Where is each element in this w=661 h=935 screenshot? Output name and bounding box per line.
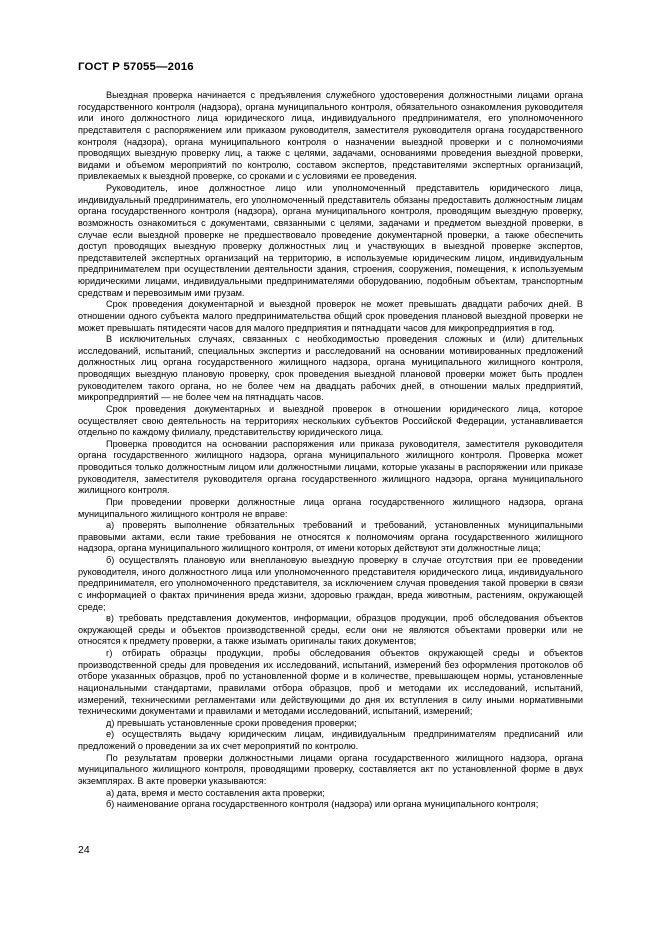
list-item: а) дата, время и место составления акта проверки; bbox=[106, 787, 325, 798]
paragraph: При проведении проверки должностные лица органа государственного жилищного надзора, органа муниципального жилищного контроля не вправе: bbox=[78, 496, 583, 519]
list-item: д) превышать установленные сроки проведения проверки; bbox=[106, 717, 357, 728]
paragraph: Проверка проводится на основании распоряжения или приказа руководителя, заместителя руководителя органа государственного жилищного надзора, органа муниципального жилищного контроля. Проверка может проводиться только должностным лицом или должностными лицами, которые указаны в распоряжении или приказе руководителя, заместителя руководителя органа государственного жилищного надзора, органа муниципального жилищного контроля. bbox=[78, 438, 583, 496]
list-item: б) наименование органа государственного контроля (надзора) или органа муниципального контроля; bbox=[106, 799, 539, 810]
paragraph: Срок проведения документарных и выездной проверок в отношении юридического лица, которое осуществляет свою деятельность на территориях нескольких субъектов Российской Федерации, устанавливается отдельно по каждому филиалу, представительству юридического лица. bbox=[78, 403, 583, 438]
paragraph: Руководитель, иное должностное лицо или уполномоченный представитель юридического лица, индивидуальный предприниматель, его уполномоченный представитель обязаны предоставить должностным лицам органа государственного контроля (надзора), органа муниципального контроля, проводящим выездную проверку, возможность ознакомиться с документами, связанными с целями, задачами и предметом выездной проверки, в случае если выездной проверке не предшествовало проведение документарной проверки, а также обеспечить доступ проводящих выездную проверку должностных лиц и участвующих в выездной проверке экспертов, представителей экспертных организаций на территорию, в используемые юридическим лицом, индивидуальным предпринимателем при осуществлении деятельности здания, строения, сооружения, помещения, к используемым юридическими лицами, индивидуальными предпринимателями оборудованию, подобным объектам, транспортным средствам и перевозимым ими грузам. bbox=[78, 183, 583, 298]
list-item: б) осуществлять плановую или внеплановую выездную проверку в случае отсутствия при ее проведении руководителя, иного должностного лица или уполномоченного представителя юридического лица, индивидуального предпринимателя, его уполномоченного представителя, за исключением случая проведения такой проверки в связи с информацией о фактах причинения вреда жизни, здоровью граждан, вреда животным, растениям, окружающей среде; bbox=[78, 555, 583, 612]
list-item: г) отбирать образцы продукции, пробы обследования объектов окружающей среды и объектов производственной среды для проведения их исследований, испытаний, измерений без оформления протоколов об отборе указанных образцов, проб по установленной форме и в количестве, превышающем нормы, установленные национальными стандартами, правилами отбора образцов, проб и методами их исследований, испытаний, измерений, техническими регламентами или действующими до дня их вступления в силу иными нормативными техническими документами и правилами и методами исследований, испытаний, измерений; bbox=[78, 648, 583, 717]
list-item: а) проверять выполнение обязательных требований и требований, установленных муниципальными правовыми актами, если такие требования не относятся к полномочиям органа государственного жилищного надзора, органа муниципального жилищного контроля, от имени которых действуют эти должностные лица; bbox=[78, 520, 583, 554]
paragraph: Выездная проверка начинается с предъявления служебного удостоверения должностными лицами органа государственного контроля (надзора), органа муниципального контроля, обязательного ознакомления руководителя или иного должностного лица юридического лица, индивидуального предпринимателя, его уполномоченного представителя с распоряжением или приказом руководителя, заместителя руководителя органа государственного контроля (надзора), органа муниципального контроля о назначении выездной проверки и с полномочиями проводящих выездную проверку лиц, а также с целями, задачами, основаниями проведения выездной проверки, видами и объемом мероприятий по контролю, составом экспертов, представителями экспертных организаций, привлекаемых к выездной проверке, со сроками и с условиями ее проведения. bbox=[78, 90, 583, 182]
paragraph: Срок проведения документарной и выездной проверок не может превышать двадцати рабочих дней. В отношении одного субъекта малого предпринимательства общий срок проведения плановой выездной проверки не может превышать пятидесяти часов для малого предприятия и пятнадцати часов для микропредприятия в год. bbox=[78, 299, 583, 333]
document-header: ГОСТ Р 57055—2016 bbox=[78, 61, 194, 73]
page-number: 24 bbox=[78, 844, 90, 856]
paragraph: В исключительных случаях, связанных с необходимостью проведения сложных и (или) длительных исследований, испытаний, специальных экспертиз и расследований на основании мотивированных предложений должностных лиц органа государственного жилищного надзора, органа муниципального жилищного контроля, проводящих выездную плановую проверку, срок проведения выездной плановой проверки может быть продлен руководителем такого органа, но не более чем на двадцать рабочих дней, в отношении малых предприятий, микропредприятий — не более чем на пятнадцать часов. bbox=[78, 334, 583, 403]
list-item: е) осуществлять выдачу юридическим лицам, индивидуальным предпринимателям предписаний или предложений о проведении за их счет мероприятий по контролю. bbox=[78, 729, 583, 751]
paragraph: По результатам проверки должностными лицами органа государственного жилищного надзора, органа муниципального жилищного контроля, проводящими проверку, составляется акт по установленной форме в двух экземплярах. В акте проверки указываются: bbox=[78, 752, 583, 786]
list-item: в) требовать представления документов, информации, образцов продукции, проб обследования объектов окружающей среды и объектов производственной среды, если они не являются объектами проверки или не относятся к предмету проверки, а также изымать оригиналы таких документов; bbox=[78, 613, 583, 647]
document-body bbox=[78, 90, 583, 811]
